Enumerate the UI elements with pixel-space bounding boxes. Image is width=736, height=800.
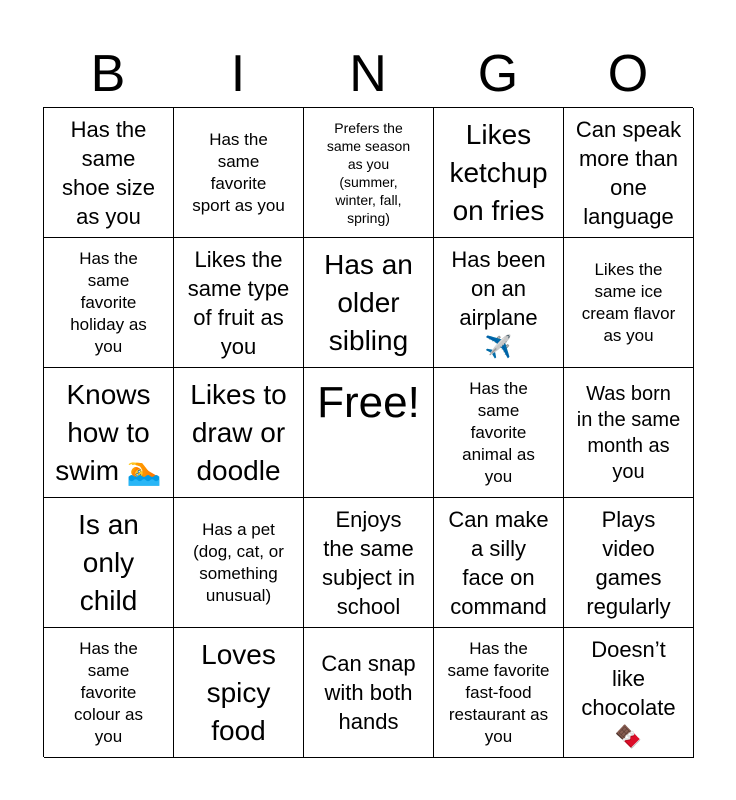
free-space-label: Free! <box>317 378 420 427</box>
bingo-cell-label: Has an older sibling <box>324 248 413 356</box>
bingo-cell-r4-c3[interactable] <box>304 498 434 628</box>
bingo-cell-r2-c5[interactable] <box>564 238 694 368</box>
bingo-cell-r1-c1[interactable] <box>44 108 174 238</box>
bingo-cell-label: Prefers the same season as you (summer, winter, fall, spring) <box>326 119 411 226</box>
header-letter-o: O <box>607 45 649 103</box>
bingo-board <box>43 107 693 757</box>
bingo-cell-r1-c4[interactable] <box>434 108 564 238</box>
header-letter-g: G <box>477 45 519 103</box>
bingo-cell-label: Can speak more than one language <box>575 116 682 229</box>
header-letter-i: I <box>230 45 246 103</box>
bingo-cell-r3-c4[interactable] <box>434 368 564 498</box>
bingo-cell-r4-c2[interactable] <box>174 498 304 628</box>
bingo-cell-label: Doesn’t like chocolate 🍫 <box>581 636 676 749</box>
bingo-cell-label: Has the same favorite holiday as you <box>70 248 147 356</box>
bingo-cell-r4-c5[interactable] <box>564 498 694 628</box>
bingo-cell-r3-c5[interactable] <box>564 368 694 498</box>
bingo-cell-label: Loves spicy food <box>201 638 276 746</box>
bingo-cell-r4-c1[interactable] <box>44 498 174 628</box>
bingo-cell-label: Has the same favorite animal as you <box>462 378 535 486</box>
bingo-cell-r5-c3[interactable] <box>304 628 434 758</box>
bingo-cell-r1-c2[interactable] <box>174 108 304 238</box>
bingo-cell-label: Likes ketchup on fries <box>449 118 548 226</box>
bingo-cell-r1-c3[interactable] <box>304 108 434 238</box>
bingo-cell-label: Has the same favorite colour as you <box>74 638 143 746</box>
bingo-header <box>43 42 693 106</box>
bingo-cell-label: Is an only child <box>78 508 139 616</box>
bingo-cell-label: Has a pet (dog, cat, or something unusual) <box>193 519 284 605</box>
bingo-cell-r2-c2[interactable] <box>174 238 304 368</box>
bingo-cell-label: Can snap with both hands <box>321 651 416 734</box>
bingo-cell-r3-c1[interactable] <box>44 368 174 498</box>
bingo-cell-r5-c4[interactable] <box>434 628 564 758</box>
bingo-cell-label: Can make a silly face on command <box>448 506 549 619</box>
free-space-cell[interactable] <box>304 368 434 498</box>
bingo-cell-label: Plays video games regularly <box>586 506 671 619</box>
header-letter-n: N <box>349 45 387 103</box>
bingo-cell-r5-c2[interactable] <box>174 628 304 758</box>
bingo-cell-label: Has the same favorite sport as you <box>192 129 285 215</box>
bingo-cell-r1-c5[interactable] <box>564 108 694 238</box>
bingo-cell-r5-c5[interactable] <box>564 628 694 758</box>
bingo-cell-r2-c3[interactable] <box>304 238 434 368</box>
bingo-cell-label: Likes to draw or doodle <box>190 378 287 486</box>
bingo-cell-label: Has been on an airplane ✈️ <box>451 246 546 359</box>
bingo-cell-label: Enjoys the same subject in school <box>322 506 415 619</box>
bingo-cell-r2-c1[interactable] <box>44 238 174 368</box>
bingo-cell-r5-c1[interactable] <box>44 628 174 758</box>
bingo-cell-label: Knows how to swim 🏊 <box>55 378 162 486</box>
bingo-cell-label: Likes the same type of fruit as you <box>187 246 290 359</box>
bingo-cell-label: Was born in the same month as you <box>576 382 681 483</box>
bingo-cell-label: Has the same shoe size as you <box>62 116 155 229</box>
bingo-cell-r4-c4[interactable] <box>434 498 564 628</box>
bingo-cell-r3-c2[interactable] <box>174 368 304 498</box>
bingo-cell-label: Has the same favorite fast-food restaurant as you <box>447 638 550 746</box>
bingo-cell-r2-c4[interactable] <box>434 238 564 368</box>
header-letter-b: B <box>90 45 126 103</box>
bingo-cell-label: Likes the same ice cream flavor as you <box>581 259 676 345</box>
